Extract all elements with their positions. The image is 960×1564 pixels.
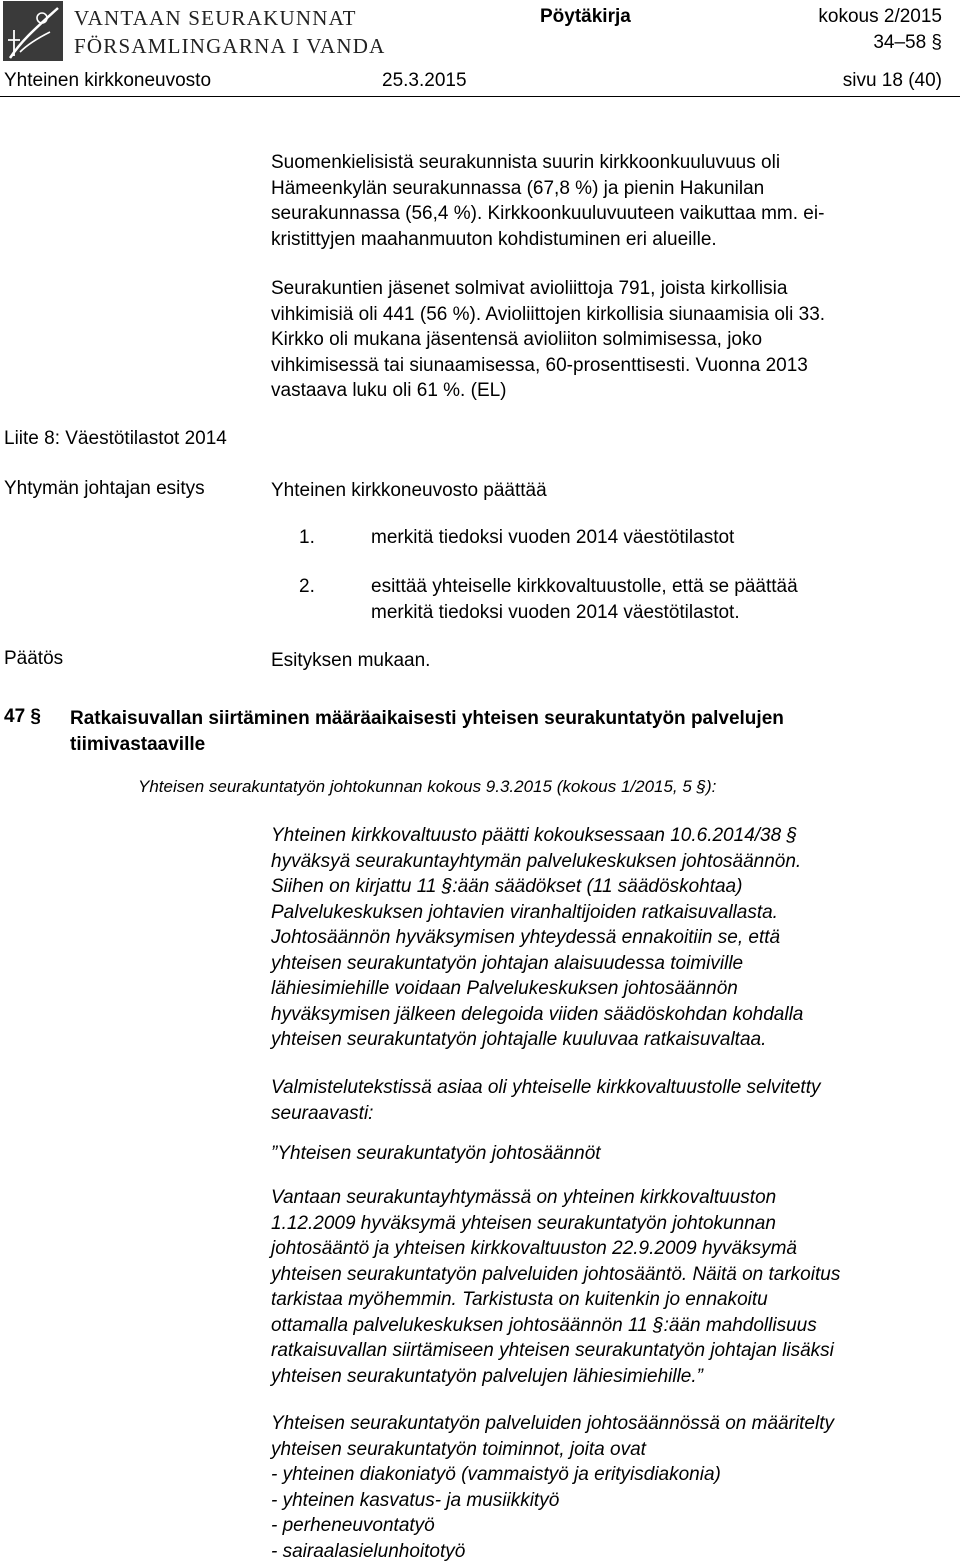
organization-name: Yhteinen kirkkoneuvosto	[4, 70, 212, 91]
proposal-heading: Yhteinen kirkkoneuvosto päättää	[271, 480, 547, 501]
subheading: Yhteisen seurakuntatyön johtokunnan kokous 9.3.2015 (kokous 1/2015, 5 §):	[138, 777, 717, 796]
document-type: Pöytäkirja	[540, 6, 631, 27]
marriage-paragraph: Seurakuntien jäsenet solmivat avioliittoja 791, joista kirkollisia vihkimisiä oli 441 (56 %). Avioliittojen kirkollisia siunaamisia oli 33. Kirkko oli mukana jäsentensä avioliiton solmimisessa, joko vihkimisessä tai siunaamisessa, 60-prosenttisesti. Vuonna 2013 vastaava luku oli 61 %. (EL)	[271, 278, 826, 401]
section-range: 34–58 §	[873, 32, 942, 53]
statistics-paragraph: Suomenkielisistä seurakunnista suurin kirkkoonkuuluvuus oli Hämeenkylän seurakunnassa (67,8 %) ja pienin Hakunilan seurakunnassa (56,4 %). Kirkkoonkuuluvuuteen vaikuttaa mm. ei- kristittyjen maahanmuuton kohdistuminen eri alueille.	[271, 152, 825, 250]
decision-text: Esityksen mukaan.	[271, 650, 431, 671]
proposal-label: Yhtymän johtajan esitys	[4, 478, 205, 499]
quote-paragraph: Vantaan seurakuntayhtymässä on yhteinen kirkkovaltuuston 1.12.2009 hyväksymä yhteisen seurakuntatyön johtokunnan johtosääntö ja yhteisen kirkkovaltuuston 22.9.2009 hyväksymä yhteisen seurakuntatyön palveluiden johtosääntö. Näitä on tarkoitus tarkistaa myöhemmin. Tarkistusta on kuitenkin jo ennakoitu ottamalla palvelukeskuksen johtosäännön 11 §:ään mahdollisuus ratkaisuvallan siirtämiseen yhteisen seurakuntatyön johtajan lisäksi yhteisen seurakuntatyön palvelujen lähiesimiehille.”	[271, 1187, 841, 1387]
preparation-paragraph: Valmistelutekstissä asiaa oli yhteiselle kirkkovaltuustolle selvitetty seuraavasti:	[271, 1077, 821, 1124]
church-logo-icon	[2, 0, 64, 62]
meeting-date: 25.3.2015	[382, 70, 467, 91]
logo-text-finnish: VANTAAN SEURAKUNNAT	[74, 6, 357, 30]
background-paragraph: Yhteinen kirkkovaltuusto päätti kokouksessaan 10.6.2014/38 § hyväksyä seurakuntayhtymän palvelukeskuksen johtosäännön. Siihen on kirjattu 11 §:ään säädökset (11 säädöskohtaa) Palvelukeskuksen johtavien viranhaltijoiden ratkaisuvallasta. Johtosäännön hyväksymisen yhteydessä ennakoitiin se, että yhteisen seurakuntatyön johtajan alaisuudessa toimiville lähiesimiehille voidaan Palvelukeskuksen johtosäännön hyväksymisen jälkeen delegoida viiden säädöskohdan kohdalla yhteisen seurakuntatyön johtajalle kuuluvaa ratkaisuvaltaa.	[271, 825, 804, 1050]
section-title: Ratkaisuvallan siirtäminen määräaikaisesti yhteisen seurakuntatyön palvelujen tiimivastaaville	[70, 708, 784, 755]
meeting-number: kokous 2/2015	[818, 6, 942, 27]
header-divider	[0, 96, 960, 97]
logo-text-swedish: FÖRSAMLINGARNA I VANDA	[74, 34, 386, 58]
decision-label: Päätös	[4, 648, 64, 669]
attachment-label: Liite 8: Väestötilastot 2014	[4, 428, 227, 449]
quote-title: ”Yhteisen seurakuntatyön johtosäännöt	[271, 1143, 601, 1164]
functions-paragraph: Yhteisen seurakuntatyön palveluiden johtosäännössä on määritelty yhteisen seurakuntatyön toiminnot, joita ovat - yhteinen diakoniatyö (vammaistyö ja erityisdiakonia) - yhteinen kasvatus- ja musiikkityö - perheneuvontatyö - sairaalasielunhoitotyö	[271, 1413, 834, 1562]
page-number: sivu 18 (40)	[842, 70, 942, 91]
section-number: 47 §	[4, 706, 41, 727]
